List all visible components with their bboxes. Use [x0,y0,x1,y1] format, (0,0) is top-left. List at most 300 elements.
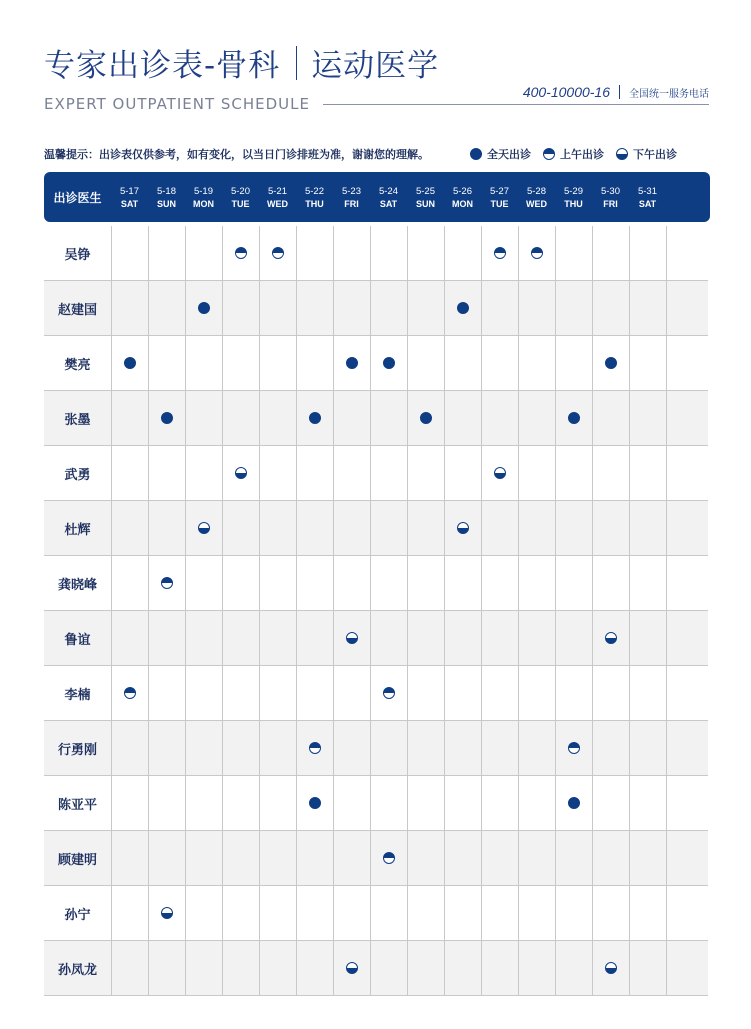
date-column-header [111,172,148,222]
schedule-cell [148,446,185,500]
date-column-header [592,172,629,222]
schedule-cell [518,886,555,940]
schedule-cell [333,501,370,555]
schedule-cell [185,556,222,610]
schedule-cell [407,336,444,390]
date-label: 5-27 [489,185,509,197]
notice-text: 温馨提示：出诊表仅供参考，如有变化，以当日门诊排班为准，谢谢您的理解。 [44,148,429,161]
schedule-cell [518,336,555,390]
schedule-cell [222,336,259,390]
date-column-header [481,172,518,222]
weekday-label: MON [452,198,473,209]
schedule-cell [148,611,185,665]
schedule-cell [407,721,444,775]
full-day-icon [198,302,210,314]
schedule-cell [148,721,185,775]
afternoon-icon [457,522,469,534]
schedule-cell [185,611,222,665]
schedule-cell [111,226,148,280]
legend [470,146,677,162]
schedule-cell [259,776,296,830]
schedule-cell [370,941,407,995]
full-day-icon [383,357,395,369]
schedule-cell [481,776,518,830]
schedule-cell [296,611,333,665]
weekday-label: WED [267,198,288,209]
schedule-cell [518,501,555,555]
schedule-cell [259,391,296,445]
date-column-header [148,172,185,222]
schedule-cell [629,611,666,665]
morning-icon [383,687,395,699]
schedule-cell [592,226,629,280]
schedule-cell [555,776,592,830]
date-label: 5-31 [637,185,657,197]
doctor-row [44,611,708,666]
schedule-cell [518,556,555,610]
schedule-cell [555,886,592,940]
schedule-cell [407,446,444,500]
schedule-cell [629,391,666,445]
doctor-row [44,831,708,886]
weekday-label: SAT [379,198,398,209]
schedule-cell [111,776,148,830]
doctor-column-header: 出诊医生 [53,190,102,205]
schedule-cell [370,556,407,610]
date-label: 5-18 [156,185,176,197]
schedule-cell [555,281,592,335]
full-day-icon [420,412,432,424]
schedule-cell [407,831,444,885]
schedule-cell [185,666,222,720]
schedule-cell [222,831,259,885]
doctor-row [44,281,708,336]
doctor-name: 鲁谊 [64,632,91,648]
schedule-cell [481,611,518,665]
schedule-cell [370,831,407,885]
weekday-label: SAT [638,198,657,209]
schedule-cell [555,666,592,720]
full-day-icon [568,797,580,809]
schedule-cell [481,281,518,335]
doctor-name: 孙宁 [64,907,91,923]
schedule-cell [222,446,259,500]
weekday-label: THU [564,198,583,209]
title-divider [296,46,297,80]
header-rule [323,104,709,105]
schedule-cell [370,226,407,280]
schedule-cell [629,281,666,335]
schedule-cell [666,501,703,555]
doctor-name: 行勇刚 [57,742,97,758]
schedule-cell [296,281,333,335]
schedule-cell [259,336,296,390]
schedule-cell [555,501,592,555]
schedule-cell [222,556,259,610]
schedule-cell [481,941,518,995]
morning-icon [272,247,284,259]
schedule-cell [518,721,555,775]
schedule-cell [592,336,629,390]
date-label: 5-30 [600,185,620,197]
schedule-cell [259,611,296,665]
schedule-cell [592,831,629,885]
hotline-number: 400-10000-16 [522,84,610,100]
full-day-icon [124,357,136,369]
weekday-label: SUN [156,198,176,209]
schedule-cell [629,886,666,940]
schedule-cell [148,391,185,445]
schedule-cell [592,556,629,610]
schedule-cell [259,666,296,720]
weekday-label: SAT [120,198,139,209]
schedule-cell [555,446,592,500]
full-day-icon [470,148,482,160]
schedule-cell [555,941,592,995]
schedule-cell [259,501,296,555]
schedule-cell [296,666,333,720]
page-subtitle: 运动医学 [311,48,440,84]
schedule-cell [629,831,666,885]
morning-icon [309,742,321,754]
schedule-cell [259,226,296,280]
schedule-cell [185,226,222,280]
schedule-cell [518,666,555,720]
date-label: 5-23 [341,185,361,197]
full-day-icon [568,412,580,424]
schedule-cell [666,666,703,720]
schedule-cell [185,721,222,775]
schedule-cell [111,886,148,940]
doctor-row [44,391,708,446]
schedule-cell [407,886,444,940]
schedule-cell [518,391,555,445]
schedule-cell [111,556,148,610]
schedule-cell [666,226,703,280]
english-subtitle: EXPERT OUTPATIENT SCHEDULE [44,95,310,113]
weekday-label: WED [526,198,547,209]
doctor-name: 顾建明 [57,852,97,868]
schedule-cell [629,501,666,555]
schedule-cell [185,446,222,500]
schedule-header [44,172,710,222]
schedule-cell [296,556,333,610]
page-title: 专家出诊表-骨科 [44,48,281,84]
date-label: 5-24 [378,185,398,197]
schedule-cell [333,886,370,940]
schedule-cell [518,281,555,335]
schedule-cell [481,501,518,555]
schedule-cell [444,391,481,445]
doctor-row [44,666,708,721]
schedule-cell [518,226,555,280]
schedule-cell [481,226,518,280]
full-day-icon [346,357,358,369]
schedule-cell [148,831,185,885]
date-column-header [185,172,222,222]
schedule-cell [185,886,222,940]
date-column-header [370,172,407,222]
full-day-icon [309,797,321,809]
schedule-cell [444,886,481,940]
schedule-cell [185,941,222,995]
schedule-cell [222,666,259,720]
schedule-cell [481,336,518,390]
schedule-cell [296,226,333,280]
morning-icon [543,148,555,160]
doctor-name: 赵建国 [57,302,97,318]
schedule-cell [259,941,296,995]
schedule-cell [407,611,444,665]
schedule-cell [222,391,259,445]
doctor-name: 龚晓峰 [57,577,97,593]
schedule-cell [592,391,629,445]
schedule-cell [481,721,518,775]
schedule-cell [444,556,481,610]
schedule-cell [666,721,703,775]
schedule-cell [333,281,370,335]
schedule-cell [148,666,185,720]
schedule-cell [259,446,296,500]
schedule-cell [592,281,629,335]
schedule-grid [44,226,708,996]
schedule-cell [444,776,481,830]
full-day-icon [605,357,617,369]
schedule-cell [592,666,629,720]
doctor-name: 陈亚平 [57,797,97,813]
afternoon-icon [198,522,210,534]
schedule-cell [555,721,592,775]
doctor-name: 李楠 [64,687,91,703]
schedule-cell [629,446,666,500]
schedule-cell [444,721,481,775]
schedule-cell [592,886,629,940]
weekday-label: TUE [231,198,250,209]
schedule-cell [370,776,407,830]
afternoon-icon [494,467,506,479]
doctor-row [44,501,708,556]
schedule-cell [592,611,629,665]
schedule-cell [222,776,259,830]
schedule-cell [555,611,592,665]
schedule-cell [333,611,370,665]
schedule-cell [370,281,407,335]
afternoon-icon [346,632,358,644]
schedule-cell [296,941,333,995]
schedule-cell [222,721,259,775]
schedule-cell [111,941,148,995]
schedule-cell [444,226,481,280]
date-label: 5-28 [526,185,546,197]
schedule-cell [333,226,370,280]
hotline [523,84,709,100]
date-label: 5-29 [563,185,583,197]
schedule-cell [148,941,185,995]
schedule-cell [148,281,185,335]
schedule-cell [185,336,222,390]
schedule-cell [518,446,555,500]
schedule-cell [370,336,407,390]
doctor-row [44,446,708,501]
schedule-cell [222,501,259,555]
schedule-cell [407,281,444,335]
schedule-cell [481,886,518,940]
date-column-header [259,172,296,222]
schedule-cell [296,721,333,775]
date-column-header [296,172,333,222]
schedule-cell [555,336,592,390]
schedule-cell [407,776,444,830]
schedule-cell [185,831,222,885]
morning-icon [124,687,136,699]
schedule-cell [111,336,148,390]
schedule-cell [407,666,444,720]
date-label: 5-21 [267,185,287,197]
afternoon-icon [346,962,358,974]
hotline-divider [619,85,620,99]
afternoon-icon [161,907,173,919]
schedule-cell [481,666,518,720]
schedule-cell [444,666,481,720]
schedule-cell [629,941,666,995]
afternoon-icon [235,467,247,479]
schedule-cell [222,611,259,665]
date-column-header [444,172,481,222]
schedule-cell [296,831,333,885]
schedule-cell [111,446,148,500]
morning-icon [531,247,543,259]
schedule-cell [148,776,185,830]
doctor-row [44,776,708,831]
weekday-label: MON [193,198,214,209]
schedule-cell [555,556,592,610]
full-day-icon [161,412,173,424]
schedule-cell [666,941,703,995]
morning-icon [568,742,580,754]
schedule-cell [444,446,481,500]
schedule-cell [555,831,592,885]
schedule-cell [666,556,703,610]
schedule-cell [259,281,296,335]
afternoon-icon [605,632,617,644]
schedule-cell [222,941,259,995]
schedule-cell [259,556,296,610]
afternoon-icon [616,148,628,160]
schedule-cell [518,941,555,995]
morning-icon [383,852,395,864]
schedule-cell [370,446,407,500]
doctor-row [44,941,708,996]
schedule-cell [444,281,481,335]
doctor-row [44,336,708,391]
schedule-cell [481,391,518,445]
schedule-cell [592,446,629,500]
schedule-cell [370,721,407,775]
schedule-cell [518,611,555,665]
schedule-cell [555,226,592,280]
schedule-cell [407,556,444,610]
schedule-cell [370,886,407,940]
schedule-cell [333,446,370,500]
schedule-cell [333,941,370,995]
schedule-cell [296,501,333,555]
schedule-cell [481,556,518,610]
schedule-cell [259,831,296,885]
schedule-cell [333,776,370,830]
title-row [44,40,439,85]
schedule-cell [185,776,222,830]
schedule-cell [111,281,148,335]
date-column-header [629,172,666,222]
weekday-label: SUN [415,198,435,209]
schedule-cell [296,776,333,830]
schedule-cell [666,281,703,335]
date-column-header [407,172,444,222]
schedule-cell [222,226,259,280]
full-day-icon [457,302,469,314]
schedule-cell [148,886,185,940]
schedule-cell [629,721,666,775]
schedule-cell [333,666,370,720]
schedule-cell [333,391,370,445]
schedule-cell [222,886,259,940]
schedule-cell [333,831,370,885]
schedule-cell [444,831,481,885]
date-label: 5-26 [452,185,472,197]
schedule-cell [222,281,259,335]
schedule-cell [148,336,185,390]
schedule-cell [111,831,148,885]
weekday-label: FRI [603,198,618,209]
schedule-cell [407,501,444,555]
schedule-cell [185,391,222,445]
schedule-cell [185,281,222,335]
schedule-cell [666,446,703,500]
schedule-cell [666,336,703,390]
schedule-cell [555,391,592,445]
date-column-header [333,172,370,222]
doctor-name: 张墨 [64,412,91,428]
schedule-cell [629,336,666,390]
schedule-cell [111,666,148,720]
schedule-cell [407,941,444,995]
schedule-cell [666,776,703,830]
schedule-cell [629,226,666,280]
schedule-cell [444,501,481,555]
schedule-cell [370,501,407,555]
schedule-cell [111,501,148,555]
schedule-cell [259,721,296,775]
doctor-name: 樊亮 [64,357,91,373]
doctor-row [44,721,708,776]
schedule-cell [333,556,370,610]
schedule-cell [481,831,518,885]
doctor-row [44,556,708,611]
date-column-header [555,172,592,222]
weekday-label: FRI [344,198,359,209]
legend-am [543,146,604,162]
date-label: 5-20 [230,185,250,197]
morning-icon [161,577,173,589]
schedule-cell [629,666,666,720]
schedule-cell [148,501,185,555]
schedule-cell [148,226,185,280]
schedule-cell [111,611,148,665]
schedule-cell [259,886,296,940]
schedule-cell [666,611,703,665]
schedule-cell [518,776,555,830]
schedule-cell [111,391,148,445]
